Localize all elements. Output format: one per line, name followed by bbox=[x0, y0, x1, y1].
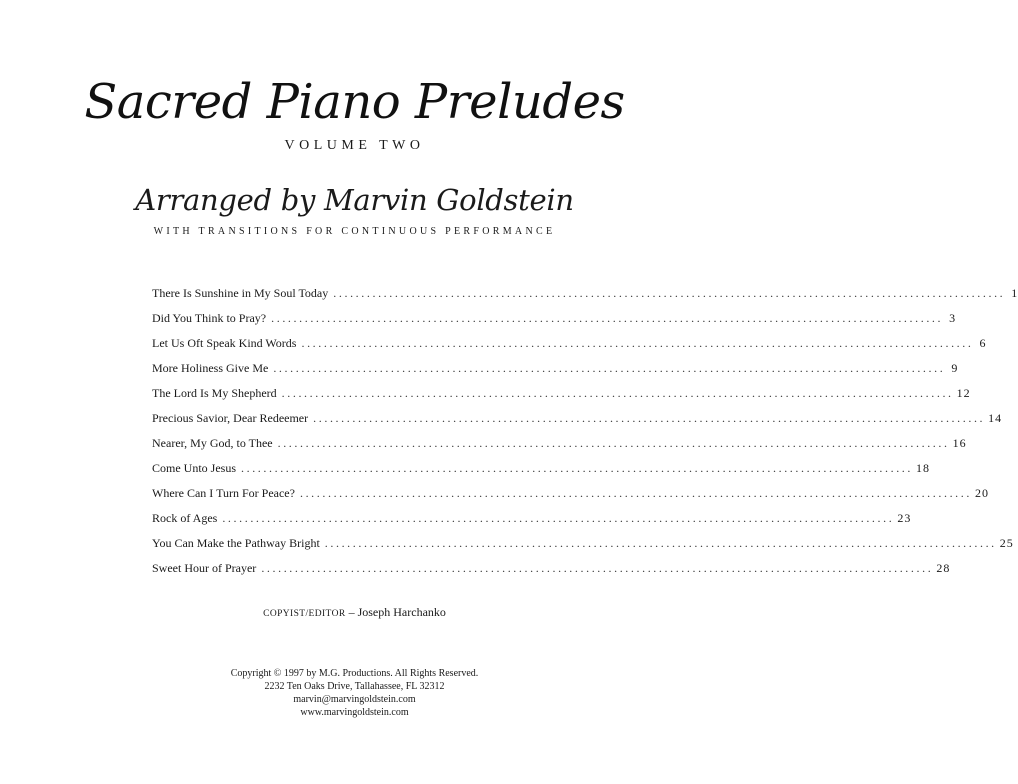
toc-entry-title: Did You Think to Pray? bbox=[152, 311, 267, 325]
address-line: 2232 Ten Oaks Drive, Tallahassee, FL 32312 bbox=[264, 681, 445, 692]
book-title: Sacred Piano Preludes bbox=[84, 74, 625, 130]
toc-entry-page: 16 bbox=[952, 436, 967, 450]
toc-entry bbox=[152, 561, 951, 586]
toc-entry bbox=[152, 461, 930, 486]
credit-separator: – bbox=[348, 605, 355, 619]
toc-leader-dots: ........................................................................................................................ bbox=[273, 361, 946, 375]
toc-leader-dots: ........................................................................................................................ bbox=[324, 536, 997, 550]
toc-entry bbox=[152, 336, 987, 361]
toc-entry-page: 3 bbox=[949, 311, 957, 325]
toc-entry-title: You Can Make the Pathway Bright bbox=[152, 536, 320, 550]
subtitle-line: WITH TRANSITIONS FOR CONTINUOUS PERFORMANCE bbox=[153, 226, 556, 237]
credit-name: Joseph Harchanko bbox=[357, 605, 446, 619]
toc-entry-title: Sweet Hour of Prayer bbox=[152, 561, 257, 575]
toc-entry bbox=[152, 386, 971, 411]
toc-entry-title: There Is Sunshine in My Soul Today bbox=[152, 286, 329, 300]
toc-entry bbox=[152, 311, 957, 336]
toc-entry-page: 23 bbox=[897, 511, 912, 525]
toc-leader-dots: ........................................................................................................................ bbox=[222, 511, 895, 525]
table-of-contents bbox=[152, 286, 1018, 586]
toc-entry-page: 9 bbox=[951, 361, 959, 375]
toc-entry-title: Rock of Ages bbox=[152, 511, 218, 525]
copyright-line: Copyright © 1997 by M.G. Productions. All Rights Reserved. bbox=[230, 668, 479, 679]
copyright-block bbox=[0, 667, 709, 719]
toc-leader-dots: ........................................................................................................................ bbox=[301, 336, 974, 350]
arranger-line: Arranged by Marvin Goldstein bbox=[135, 183, 574, 217]
toc-leader-dots: ........................................................................................................................ bbox=[277, 436, 950, 450]
toc-leader-dots: ........................................................................................................................ bbox=[281, 386, 954, 400]
toc-entry-page: 18 bbox=[916, 461, 930, 475]
toc-entry-page: 1 bbox=[1011, 286, 1018, 300]
toc-leader-dots: ........................................................................................................................ bbox=[313, 411, 986, 425]
editor-credit bbox=[0, 605, 709, 620]
toc-entry-page: 20 bbox=[974, 486, 989, 500]
toc-entry-title: Where Can I Turn For Peace? bbox=[152, 486, 295, 500]
toc-entry bbox=[152, 436, 967, 461]
toc-entry bbox=[152, 511, 912, 536]
toc-entry-title: Nearer, My God, to Thee bbox=[152, 436, 273, 450]
toc-entry-page: 6 bbox=[979, 336, 987, 350]
toc-entry-page: 25 bbox=[999, 536, 1014, 550]
toc-leader-dots: ........................................................................................................................ bbox=[333, 286, 1006, 300]
toc-entry-title: Come Unto Jesus bbox=[152, 461, 236, 475]
toc-entry-title: Let Us Oft Speak Kind Words bbox=[152, 336, 297, 350]
toc-entry bbox=[152, 361, 959, 386]
website-address: www.marvingoldstein.com bbox=[300, 707, 409, 718]
toc-entry bbox=[152, 286, 1018, 311]
toc-leader-dots: ........................................................................................................................ bbox=[241, 461, 913, 475]
toc-leader-dots: ........................................................................................................................ bbox=[271, 311, 944, 325]
toc-entry-title: The Lord Is My Shepherd bbox=[152, 386, 277, 400]
email-address: marvin@marvingoldstein.com bbox=[293, 694, 416, 705]
toc-entry-page: 28 bbox=[936, 561, 951, 575]
toc-entry bbox=[152, 411, 1003, 436]
toc-entry bbox=[152, 486, 989, 511]
toc-leader-dots: ........................................................................................................................ bbox=[299, 486, 972, 500]
toc-entry-title: Precious Savior, Dear Redeemer bbox=[152, 411, 309, 425]
toc-entry-title: More Holiness Give Me bbox=[152, 361, 269, 375]
toc-leader-dots: ........................................................................................................................ bbox=[261, 561, 934, 575]
toc-entry-page: 14 bbox=[988, 411, 1003, 425]
volume-label: VOLUME TWO bbox=[284, 138, 425, 153]
toc-entry bbox=[152, 536, 1014, 561]
toc-entry-page: 12 bbox=[956, 386, 971, 400]
credit-role: COPYIST/EDITOR bbox=[263, 609, 346, 619]
